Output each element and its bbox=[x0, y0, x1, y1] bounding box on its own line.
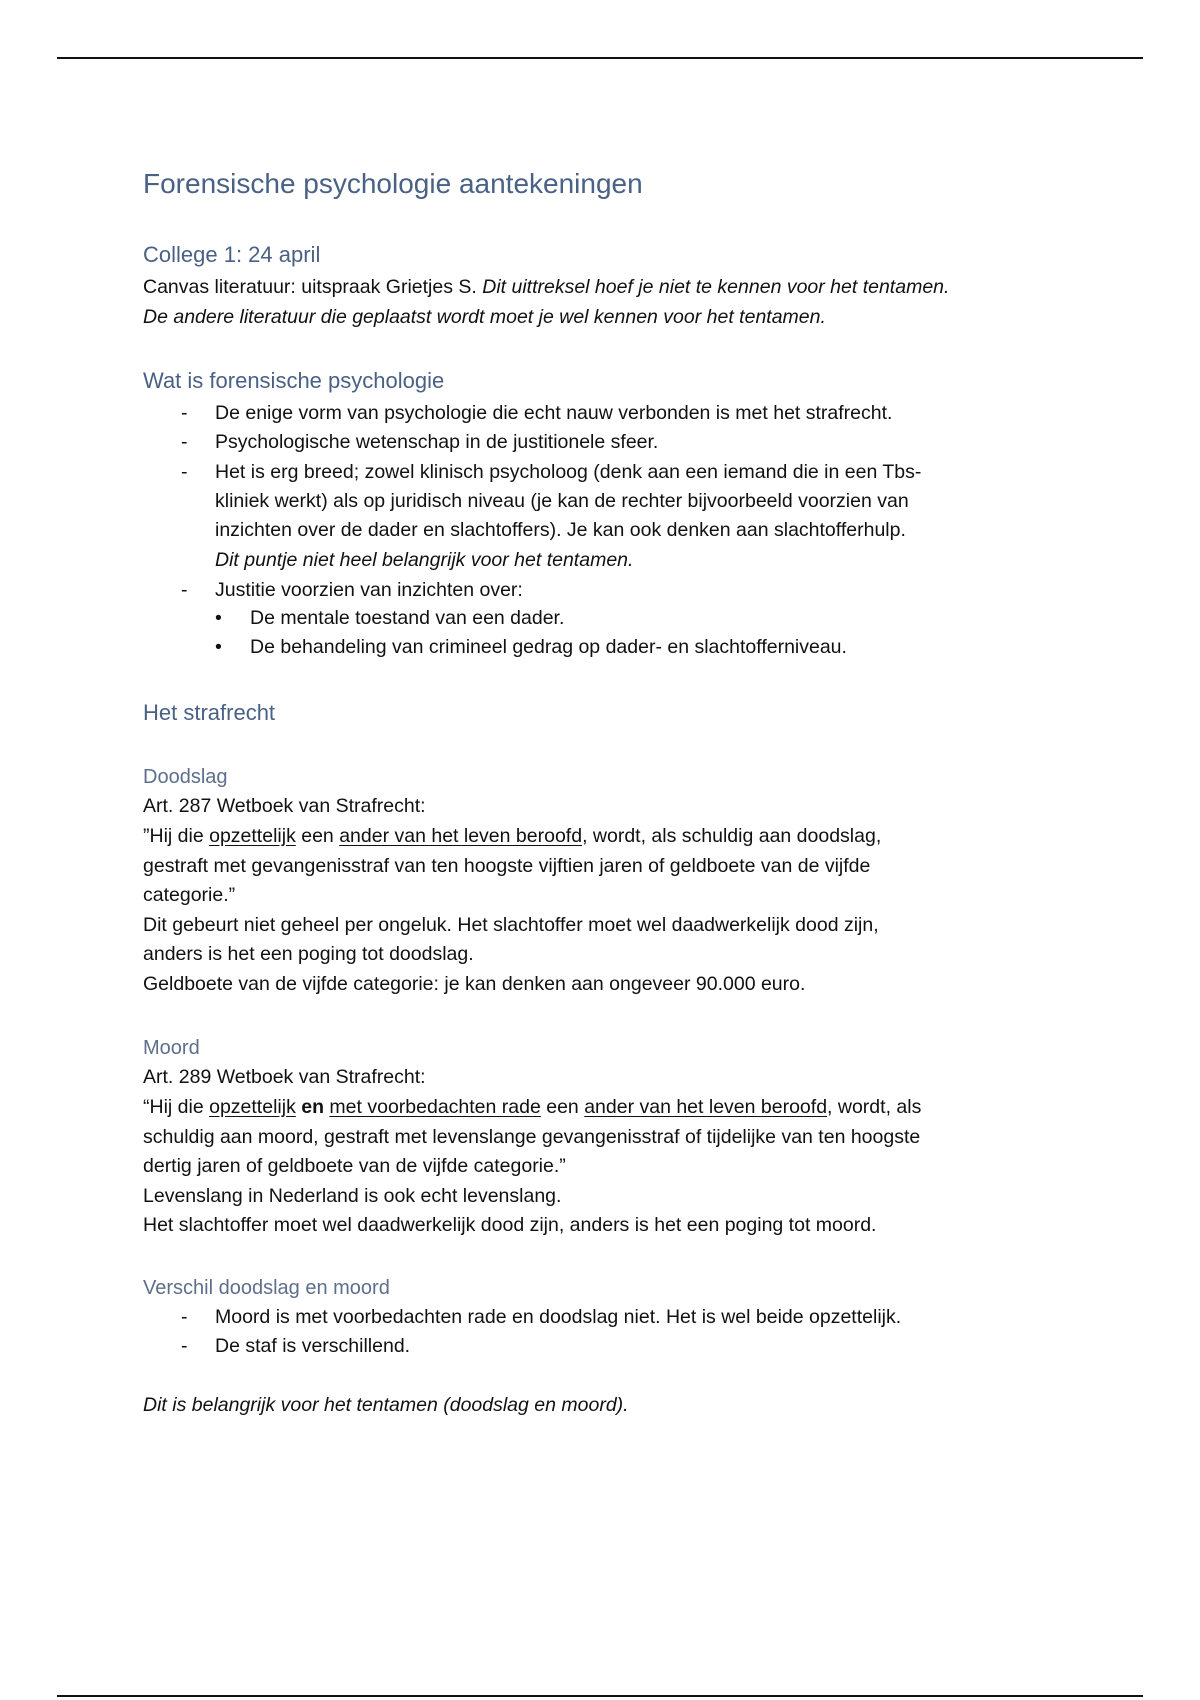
quote-text: , wordt, als schuldig aan doodslag, bbox=[582, 825, 882, 847]
college-heading: College 1: 24 april bbox=[143, 242, 321, 267]
moord-quote-line-3: dertig jaren of geldboete van de vijfde categorie.” bbox=[143, 1155, 566, 1177]
list-item-continuation: inzichten over de dader en slachtoffers). Je kan ook denken aan slachtofferhulp. bbox=[215, 519, 906, 541]
doodslag-note-2: anders is het een poging tot doodslag. bbox=[143, 943, 474, 965]
college-line-2: De andere literatuur die geplaatst wordt moet je wel kennen voor het tentamen. bbox=[143, 306, 826, 328]
underlined-term: opzettelijk bbox=[209, 1096, 296, 1118]
bullet-marker: - bbox=[181, 431, 188, 453]
quote-text: , wordt, als bbox=[827, 1096, 922, 1118]
list-item: Psychologische wetenschap in de justitionele sfeer. bbox=[215, 431, 659, 453]
list-item: Het is erg breed; zowel klinisch psycholoog (denk aan een iemand die in een Tbs- bbox=[215, 461, 922, 483]
sub-bullet-marker: • bbox=[215, 636, 222, 658]
doodslag-article: Art. 287 Wetboek van Strafrecht: bbox=[143, 795, 426, 817]
subheading-doodslag: Doodslag bbox=[143, 766, 228, 788]
closing-note: Dit is belangrijk voor het tentamen (doodslag en moord). bbox=[143, 1394, 629, 1416]
list-item: Justitie voorzien van inzichten over: bbox=[215, 579, 523, 601]
bullet-marker: - bbox=[181, 1335, 188, 1357]
subheading-moord: Moord bbox=[143, 1037, 200, 1059]
quote-text: ”Hij die bbox=[143, 825, 210, 847]
doodslag-note-1: Dit gebeurt niet geheel per ongeluk. Het slachtoffer moet wel daadwerkelijk dood zijn, bbox=[143, 914, 879, 936]
college-text-plain: Canvas literatuur: uitspraak Grietjes S. bbox=[143, 276, 483, 298]
bullet-marker: - bbox=[181, 1306, 188, 1328]
list-item: Moord is met voorbedachten rade en doodslag niet. Het is wel beide opzettelijk. bbox=[215, 1306, 902, 1328]
doodslag-quote-line-2: gestraft met gevangenisstraf van ten hoogste vijftien jaren of geldboete van de vijfde bbox=[143, 855, 871, 877]
bullet-marker: - bbox=[181, 579, 188, 601]
underlined-term: opzettelijk bbox=[209, 825, 296, 847]
doodslag-quote-line-3: categorie.” bbox=[143, 884, 236, 906]
moord-quote-line-1 bbox=[143, 1096, 921, 1118]
top-rule bbox=[57, 57, 1143, 59]
underlined-term: ander van het leven beroofd bbox=[339, 825, 583, 847]
moord-note-1: Levenslang in Nederland is ook echt levenslang. bbox=[143, 1185, 562, 1207]
sub-list-item: De mentale toestand van een dader. bbox=[250, 607, 565, 629]
document-title: Forensische psychologie aantekeningen bbox=[143, 168, 643, 199]
doodslag-note-3: Geldboete van de vijfde categorie: je kan denken aan ongeveer 90.000 euro. bbox=[143, 973, 806, 995]
underlined-term: ander van het leven beroofd bbox=[584, 1096, 828, 1118]
list-item: De staf is verschillend. bbox=[215, 1335, 411, 1357]
moord-quote-line-2: schuldig aan moord, gestraft met levenslange gevangenisstraf of tijdelijke van ten hoogste bbox=[143, 1126, 921, 1148]
underlined-term: met voorbedachten rade bbox=[329, 1096, 541, 1118]
doodslag-quote-line-1 bbox=[143, 825, 881, 847]
bold-conjunction: en bbox=[295, 1096, 330, 1118]
moord-article: Art. 289 Wetboek van Strafrecht: bbox=[143, 1066, 426, 1088]
quote-text: “Hij die bbox=[143, 1096, 210, 1118]
bullet-marker: - bbox=[181, 461, 188, 483]
bullet-marker: - bbox=[181, 402, 188, 424]
section-heading-strafrecht: Het strafrecht bbox=[143, 700, 276, 725]
sub-list-item: De behandeling van crimineel gedrag op dader- en slachtofferniveau. bbox=[250, 636, 847, 658]
college-text-italic: Dit uittreksel hoef je niet te kennen voor het tentamen. bbox=[482, 276, 950, 298]
list-item-note: Dit puntje niet heel belangrijk voor het tentamen. bbox=[215, 549, 634, 571]
list-item-continuation: kliniek werkt) als op juridisch niveau (je kan de rechter bijvoorbeeld voorzien van bbox=[215, 490, 909, 512]
college-line-1 bbox=[143, 276, 949, 298]
list-item: De enige vorm van psychologie die echt nauw verbonden is met het strafrecht. bbox=[215, 402, 893, 424]
subheading-verschil: Verschil doodslag en moord bbox=[143, 1277, 390, 1299]
moord-note-2: Het slachtoffer moet wel daadwerkelijk dood zijn, anders is het een poging tot moord. bbox=[143, 1214, 877, 1236]
sub-bullet-marker: • bbox=[215, 607, 222, 629]
quote-text: een bbox=[295, 825, 340, 847]
quote-text: een bbox=[540, 1096, 585, 1118]
bottom-rule bbox=[57, 1695, 1143, 1697]
section-heading-wat-is: Wat is forensische psychologie bbox=[143, 368, 445, 393]
